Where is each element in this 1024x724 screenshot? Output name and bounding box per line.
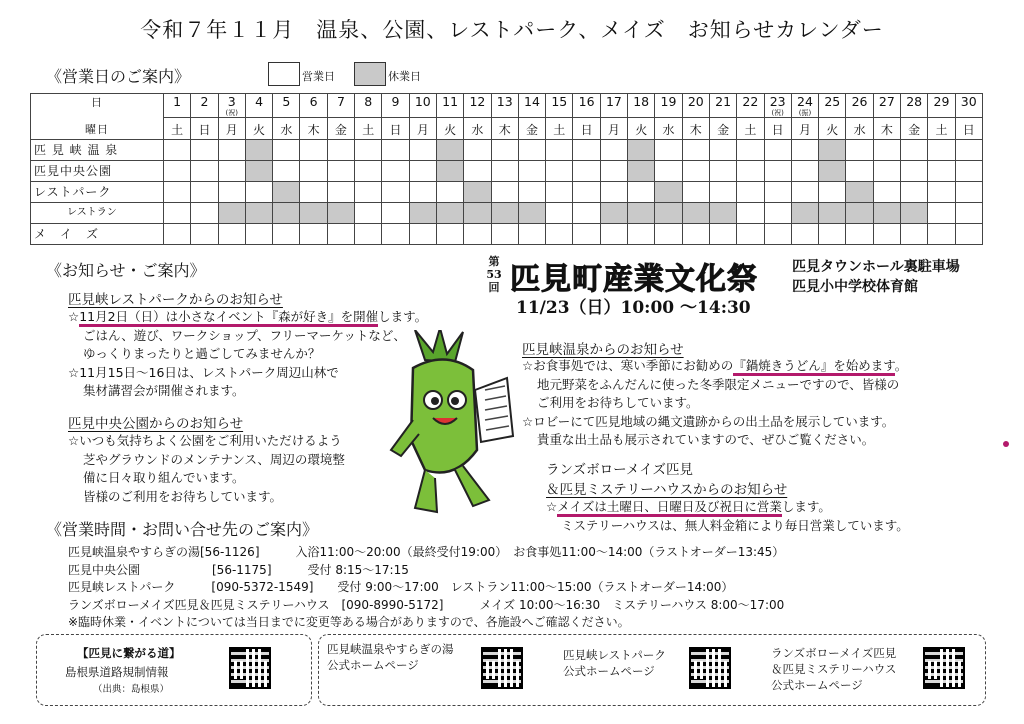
calendar-cell-open [273,224,300,245]
calendar-weekday: 火 [628,118,655,140]
festival-venue-2: 匹見小中学校体育館 [792,279,918,295]
calendar-facility-row [31,203,983,224]
calendar-cell-open [737,203,764,224]
calendar-cell-closed [409,203,436,224]
hours-maze: ランズボローメイズ匹見＆匹見ミステリーハウス [090-8990-5172] メイズ 10:00～16:30 ミステリーハウス 8:00～17:00 [68,597,785,612]
calendar-cell-open [382,203,409,224]
onsen-line-5: 貴重な出土品も展示されていますので、ぜひご覧ください。 [537,432,875,447]
calendar-weekday: 月 [791,118,818,140]
park-line-1: ☆いつも気持ちよく公園をご利用いただけるよう [68,433,342,448]
calendar-cell-open [764,203,791,224]
calendar-facility-row [31,161,983,182]
calendar-weekday: 水 [464,118,491,140]
calendar-cell-open [791,161,818,182]
hours-heading: 《営業時間・お問い合せ先のご案内》 [46,520,319,539]
calendar-day-number: 2 [191,94,218,118]
calendar-weekday: 金 [518,118,545,140]
hours-contact-list [68,544,784,632]
calendar-cell-closed [300,203,327,224]
park-line-4: 皆様のご利用をお待ちしています。 [83,488,283,504]
calendar-cell-closed [245,161,272,182]
calendar-cell-open [600,140,627,161]
festival-title: 匹見町産業文化祭 [510,254,758,298]
calendar-cell-open [436,182,463,203]
calendar-cell-closed [709,203,736,224]
page-title: 令和７年１１月 温泉、公園、レストパーク、メイズ お知らせカレンダー [140,18,884,42]
calendar-cell-open [573,182,600,203]
calendar-weekday: 日 [764,118,791,140]
calendar-day-number: 5 [273,94,300,118]
calendar-cell-closed [901,203,928,224]
calendar-weekday: 火 [245,118,272,140]
calendar-cell-open [382,140,409,161]
calendar-facility-label: レストパーク [31,182,164,203]
calendar-cell-open [873,224,900,245]
calendar-cell-open [573,203,600,224]
road-info-title: 【匹見に繋がる道】 [77,646,181,660]
restpark-event-highlight: 11月2日（日）は小さなイベント『森が好き』を開催 [79,309,378,327]
calendar-cell-open [709,161,736,182]
calendar-cell-open [791,224,818,245]
calendar-cell-open [791,182,818,203]
calendar-day-number: 28 [901,94,928,118]
calendar-cell-open [464,224,491,245]
calendar-cell-open [682,140,709,161]
calendar-cell-open [901,182,928,203]
calendar-cell-open [518,182,545,203]
calendar-cell-closed [273,182,300,203]
calendar-facility-row [31,224,983,245]
calendar-cell-closed [682,203,709,224]
calendar-day-number: 23 (祝) [764,94,791,118]
calendar-day-number: 3 (祝) [218,94,245,118]
calendar-cell-open [955,182,982,203]
hours-restpark: 匹見峡レストパーク [090-5372-1549] 受付 9:00～17:00 レストラン11:00～15:00（ラストオーダー14:00） [68,580,734,594]
calendar-cell-closed [628,140,655,161]
calendar-day-number: 10 [409,94,436,118]
calendar-cell-open [955,140,982,161]
calendar-cell-open [546,224,573,245]
calendar-cell-closed [846,203,873,224]
calendar-cell-open [928,182,955,203]
calendar-cell-open [355,224,382,245]
onsen-line-4: ☆ロビーにて匹見地域の縄文遺跡からの出土品を展示しています。 [522,413,895,429]
maze-homepage-label-1: ランズボローメイズ匹見 [771,646,897,660]
calendar-weekday: 土 [546,118,573,140]
calendar-cell-open [491,161,518,182]
calendar-weekday: 火 [436,118,463,140]
calendar-cell-open [191,140,218,161]
calendar-cell-open [846,140,873,161]
restpark-notice-title: 匹見峡レストパークからのお知らせ [68,292,283,308]
calendar-header-label [31,94,164,140]
calendar-day-note: (祝) [771,108,784,117]
calendar-cell-open [928,140,955,161]
calendar-cell-open [737,161,764,182]
calendar-cell-closed [245,203,272,224]
calendar-cell-open [819,224,846,245]
calendar-cell-open [382,224,409,245]
onsen-line-3: ご利用をお待ちしています。 [537,395,699,410]
calendar-cell-open [655,140,682,161]
calendar-cell-open [409,140,436,161]
calendar-cell-open [764,161,791,182]
calendar-cell-open [628,182,655,203]
calendar-weekday: 金 [709,118,736,140]
calendar-cell-closed [436,203,463,224]
calendar-cell-closed [245,140,272,161]
calendar-cell-open [901,161,928,182]
calendar-cell-open [764,140,791,161]
calendar-cell-closed [464,182,491,203]
calendar-facility-row [31,140,983,161]
calendar-weekday: 木 [491,118,518,140]
onsen-line-1: ☆お食事処では、寒い季節にお勧めの『鍋焼きうどん』を始めます。 [522,357,907,376]
onsen-menu-highlight: 『鍋焼きうどん』を始めます [733,358,895,376]
calendar-cell-closed [873,203,900,224]
footer-links-box [318,634,986,706]
hours-park: 匹見中央公園 [56-1175] 受付 8:15～17:15 [68,562,409,577]
restpark-line-4: ☆11月15日～16日は、レストパーク周辺山林で [68,364,339,380]
legend-closed-swatch [354,62,386,86]
calendar-weekday: 月 [409,118,436,140]
calendar-cell-closed [628,203,655,224]
calendar-weekday: 金 [327,118,354,140]
calendar-cell-open [873,182,900,203]
calendar-cell-open [955,203,982,224]
calendar-cell-open [409,182,436,203]
calendar-cell-open [764,224,791,245]
maze-line-1: ☆メイズは土曜日、日曜日及び祝日に営業します。 [546,498,909,517]
calendar-weekday: 土 [928,118,955,140]
calendar-cell-open [218,161,245,182]
calendar-cell-open [164,203,191,224]
calendar-cell-open [245,224,272,245]
calendar-cell-open [191,224,218,245]
calendar-cell-open [600,182,627,203]
calendar-weekday: 木 [300,118,327,140]
calendar-cell-open [218,182,245,203]
onsen-homepage-label-1: 匹見峡温泉やすらぎの湯 [327,642,454,656]
calendar-cell-closed [218,203,245,224]
restpark-notice-body [68,308,427,401]
restpark-line-1: ☆11月2日（日）は小さなイベント『森が好き』を開催します。 [68,308,427,327]
road-info-qr-code[interactable] [229,647,271,689]
calendar-cell-open [928,161,955,182]
calendar-cell-closed [819,161,846,182]
calendar-day-number: 12 [464,94,491,118]
calendar-cell-open [846,224,873,245]
calendar-facility-label: 匹 見 峡 温 泉 [31,140,164,161]
calendar-weekday: 火 [819,118,846,140]
calendar-cell-closed [655,182,682,203]
calendar-weekday: 日 [191,118,218,140]
calendar-cell-open [327,182,354,203]
calendar-day-number: 26 [846,94,873,118]
calendar-cell-open [491,140,518,161]
hours-onsen: 匹見峡温泉やすらぎの湯[56-1126] 入浴11:00～20:00（最終受付19:00） お食事処11:00～14:00（ラストオーダー13:45） [68,545,785,559]
calendar-day-number: 15 [546,94,573,118]
calendar-day-number: 27 [873,94,900,118]
calendar-weekday: 木 [873,118,900,140]
calendar-cell-open [355,182,382,203]
legend-open-swatch [268,62,300,86]
calendar-cell-open [873,140,900,161]
calendar-cell-closed [518,203,545,224]
calendar-cell-open [409,224,436,245]
calendar-cell-open [764,182,791,203]
onsen-notice-title: 匹見峡温泉からのお知らせ [522,342,684,358]
calendar-day-number: 4 [245,94,272,118]
calendar-cell-open [873,161,900,182]
calendar-cell-open [546,182,573,203]
calendar-cell-open [901,224,928,245]
calendar-cell-open [464,140,491,161]
calendar-weekday: 日 [955,118,982,140]
calendar-day-number: 22 [737,94,764,118]
calendar-day-number: 16 [573,94,600,118]
road-info-subtitle: 島根県道路規制情報 [65,665,169,679]
park-line-2: 芝やグラウンドのメンテナンス、周辺の環境整 [83,451,345,467]
calendar-cell-open [218,140,245,161]
calendar-cell-open [300,161,327,182]
calendar-cell-open [164,161,191,182]
calendar-cell-open [709,182,736,203]
calendar-cell-open [573,224,600,245]
calendar-cell-closed [655,203,682,224]
calendar-day-number: 17 [600,94,627,118]
calendar-facility-row [31,182,983,203]
calendar-cell-closed [464,203,491,224]
calendar-day-number: 6 [300,94,327,118]
calendar-cell-open [436,224,463,245]
calendar-cell-open [709,224,736,245]
calendar-cell-open [273,161,300,182]
onsen-homepage-qr-code[interactable] [481,647,523,689]
calendar-cell-open [491,182,518,203]
calendar-day-number: 11 [436,94,463,118]
calendar-day-note: (振) [798,108,812,117]
calendar-weekday: 日 [382,118,409,140]
calendar-cell-closed [436,161,463,182]
calendar-weekday-row [31,118,983,140]
restpark-line-5: 集材講習会が開催されます。 [83,383,245,398]
calendar-weekday: 土 [164,118,191,140]
park-notice-title: 匹見中央公園からのお知らせ [68,416,244,432]
calendar-cell-open [382,161,409,182]
calendar-cell-open [518,224,545,245]
calendar-cell-open [546,161,573,182]
calendar-cell-open [928,203,955,224]
calendar-weekday: 木 [682,118,709,140]
wasabi-mascot-illustration [385,330,520,520]
calendar-cell-open [655,224,682,245]
maze-homepage-label-3: 公式ホームページ [771,678,863,692]
calendar-day-number: 19 [655,94,682,118]
legend-closed-label: 休業日 [388,70,421,83]
business-days-heading: 《営業日のご案内》 [46,67,191,86]
calendar-day-number: 18 [628,94,655,118]
calendar-cell-open [573,140,600,161]
calendar-cell-open [191,161,218,182]
calendar-cell-open [573,161,600,182]
calendar-cell-open [955,224,982,245]
calendar-weekday: 月 [218,118,245,140]
onsen-homepage-label-2: 公式ホームページ [327,658,419,672]
calendar-day-note: (祝) [225,108,238,117]
calendar-day-number: 1 [164,94,191,118]
calendar-day-number: 8 [355,94,382,118]
calendar-weekday: 月 [600,118,627,140]
restpark-homepage-label-1: 匹見峡レストパーク [563,648,666,662]
calendar-cell-closed [491,203,518,224]
business-day-calendar [30,93,983,245]
calendar-cell-open [327,224,354,245]
festival-venue [792,257,960,297]
legend-open-label: 営業日 [302,70,335,83]
onsen-notice-body [522,357,907,450]
calendar-weekday: 水 [846,118,873,140]
calendar-day-number: 7 [327,94,354,118]
calendar-cell-open [546,140,573,161]
calendar-weekday: 土 [737,118,764,140]
calendar-cell-open [628,224,655,245]
calendar-cell-open [491,224,518,245]
calendar-cell-open [355,161,382,182]
calendar-weekday: 土 [355,118,382,140]
calendar-cell-open [300,224,327,245]
calendar-weekday: 水 [655,118,682,140]
calendar-cell-open [191,203,218,224]
calendar-day-number: 21 [709,94,736,118]
calendar-cell-open [955,161,982,182]
decorative-dot [1003,441,1009,447]
calendar-cell-open [682,182,709,203]
calendar-cell-open [273,140,300,161]
calendar-cell-open [164,140,191,161]
calendar-cell-open [409,161,436,182]
calendar-cell-open [300,182,327,203]
park-notice-body [68,432,345,506]
calendar-cell-open [327,161,354,182]
calendar-cell-open [355,140,382,161]
maze-notice-title-2: ＆匹見ミステリーハウスからのお知らせ [546,482,788,498]
calendar-weekday-label: 曜日 [85,123,109,136]
calendar-cell-open [819,182,846,203]
calendar-cell-open [300,140,327,161]
calendar-weekday: 水 [273,118,300,140]
calendar-cell-open [355,203,382,224]
calendar-cell-open [791,140,818,161]
calendar-day-label: 日 [91,96,103,109]
calendar-cell-open [600,161,627,182]
calendar-day-number: 30 [955,94,982,118]
notices-heading: 《お知らせ・ご案内》 [46,261,206,280]
restpark-homepage-label-2: 公式ホームページ [563,664,655,678]
festival-date: 11/23（日）10:00 ～14:30 [516,298,751,318]
calendar-weekday: 金 [901,118,928,140]
calendar-cell-open [464,161,491,182]
calendar-cell-open [846,161,873,182]
calendar-cell-open [382,182,409,203]
calendar-day-number: 24 (振) [791,94,818,118]
calendar-cell-closed [846,182,873,203]
onsen-line-2: 地元野菜をふんだんに使った冬季限定メニューですので、皆様の [537,376,900,392]
calendar-cell-open [737,182,764,203]
calendar-cell-closed [327,203,354,224]
calendar-day-number: 29 [928,94,955,118]
calendar-cell-open [901,140,928,161]
calendar-cell-open [218,224,245,245]
calendar-facility-label: メ イ ズ [31,224,164,245]
maze-hours-highlight: メイズは土曜日、日曜日及び祝日に営業 [557,499,782,517]
calendar-cell-open [518,140,545,161]
calendar-cell-open [737,140,764,161]
calendar-cell-open [164,224,191,245]
calendar-cell-closed [628,161,655,182]
footer-road-info-box [36,634,312,706]
calendar-cell-open [546,203,573,224]
road-info-source: （出典：島根県） [93,684,170,695]
festival-edition-badge: 第 53 回 [486,255,502,294]
maze-homepage-label-2: ＆匹見ミステリーハウス [771,662,897,676]
calendar-cell-open [682,161,709,182]
calendar-cell-open [682,224,709,245]
calendar-facility-label: 匹見中央公園 [31,161,164,182]
calendar-day-number: 25 [819,94,846,118]
park-line-3: 備に日々取り組んでいます。 [83,470,245,485]
calendar-day-number: 20 [682,94,709,118]
calendar-cell-open [164,182,191,203]
calendar-cell-open [327,140,354,161]
hours-note: ※臨時休業・イベントについては当日までに変更等ある場合がありますので、各施設へご確認ください。 [68,615,630,629]
calendar-cell-closed [819,203,846,224]
calendar-cell-closed [436,140,463,161]
calendar-cell-closed [819,140,846,161]
calendar-cell-open [655,161,682,182]
calendar-cell-open [245,182,272,203]
maze-line-2: ミステリーハウスは、無人料金箱により毎日営業しています。 [561,517,909,533]
calendar-cell-open [928,224,955,245]
maze-notice-title-1: ランズボローメイズ匹見 [546,462,694,478]
festival-venue-1: 匹見タウンホール裏駐車場 [792,259,960,275]
calendar-cell-open [709,140,736,161]
maze-notice-body [546,498,909,535]
calendar-cell-open [600,224,627,245]
calendar-cell-open [737,224,764,245]
restpark-homepage-qr-code[interactable] [689,647,731,689]
calendar-cell-closed [791,203,818,224]
restpark-line-2: ごはん、遊び、ワークショップ、フリーマーケットなど、 [83,327,406,343]
calendar-day-number: 9 [382,94,409,118]
calendar-cell-open [518,161,545,182]
calendar-day-number: 14 [518,94,545,118]
calendar-cell-closed [600,203,627,224]
maze-homepage-qr-code[interactable] [923,647,965,689]
restpark-line-3: ゆっくりまったりと過ごしてみませんか？ [83,346,321,361]
calendar-day-number: 13 [491,94,518,118]
calendar-facility-label: レストラン [31,203,164,224]
calendar-weekday: 日 [573,118,600,140]
calendar-cell-closed [273,203,300,224]
calendar-cell-open [191,182,218,203]
calendar-header-row [31,94,983,118]
